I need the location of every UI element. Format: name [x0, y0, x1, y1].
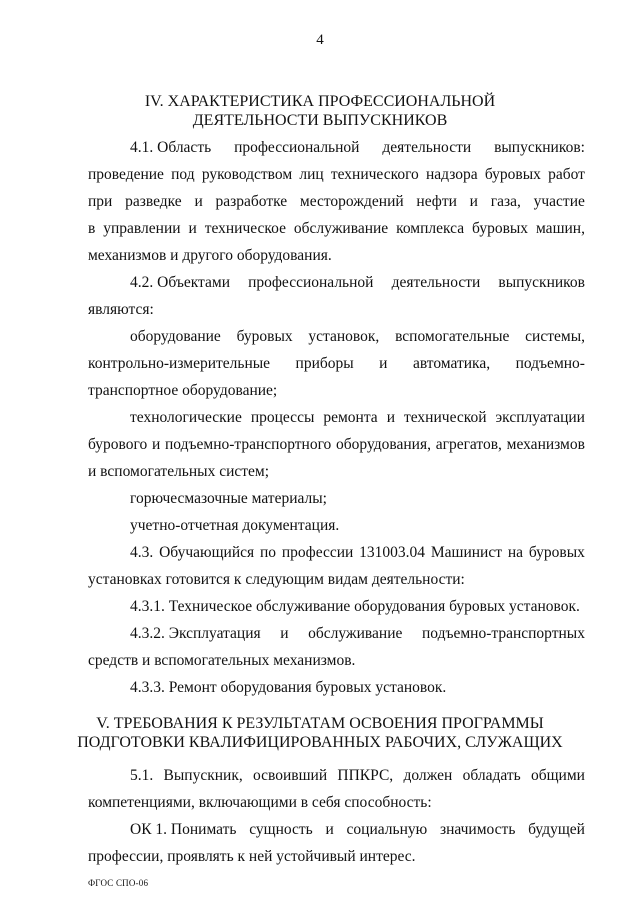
word: подъемно- [515, 355, 585, 372]
word: агрегатов, [435, 436, 502, 453]
word: обладать [462, 767, 521, 784]
word: бурового [88, 436, 148, 453]
word: и [386, 409, 395, 426]
word: техническое [204, 220, 286, 237]
word: выпускников [498, 274, 585, 291]
word: контрольно-измерительные [88, 355, 271, 372]
word: сущность [249, 821, 313, 838]
word: и [151, 436, 161, 453]
word: при [88, 193, 113, 210]
section-5-title-line1: V. ТРЕБОВАНИЯ К РЕЗУЛЬТАТАМ ОСВОЕНИЯ ПРОГРАММЫ [96, 715, 544, 732]
word: руководством [201, 166, 293, 183]
word: процессы [250, 409, 315, 426]
p41-line2 [88, 165, 585, 185]
word: подъемно-транспортного [165, 436, 332, 453]
word: социальную [346, 821, 428, 838]
word: будущей [528, 821, 585, 838]
word: и [325, 821, 334, 838]
word: ППКРС, [337, 767, 394, 784]
word: 4.1. Область [130, 139, 212, 156]
word: под [171, 166, 195, 183]
word: обслуживание [293, 220, 389, 237]
p41-line5: механизмов и другого оборудования. [88, 247, 332, 264]
obj1-line1 [130, 327, 585, 347]
word: лиц [299, 166, 324, 183]
word: оборудования, [336, 436, 431, 453]
p41-line3 [88, 192, 585, 212]
page-number: 4 [316, 32, 324, 48]
word: нефти [416, 193, 457, 210]
section-4-title-line2: ДЕЯТЕЛЬНОСТИ ВЫПУСКНИКОВ [192, 112, 448, 129]
word: автоматика, [412, 355, 491, 372]
word: деятельности [391, 274, 481, 291]
word: буровых [472, 220, 529, 237]
word: Машинист [430, 544, 503, 561]
word: буровых [236, 328, 293, 345]
p42-line1 [130, 273, 585, 293]
word: 4.2. Объектами [130, 274, 230, 291]
obj3-line: горючесмазочные материалы; [130, 490, 327, 507]
ok1-line1 [130, 820, 585, 840]
word: участие [533, 193, 585, 210]
obj2-line2 [88, 435, 585, 455]
word: подъемно-транспортных [421, 625, 585, 642]
section-5-title-line2: ПОДГОТОВКИ КВАЛИФИЦИРОВАННЫХ РАБОЧИХ, СЛУЖАЩИХ [77, 734, 563, 751]
word: эксплуатации [495, 409, 585, 426]
p41-line4 [88, 219, 585, 239]
word: газа, [490, 193, 521, 210]
obj4-line: учетно-отчетная документация. [130, 517, 340, 534]
word: и [379, 355, 388, 372]
word: разведке [125, 193, 182, 210]
word: буровых [484, 166, 541, 183]
word: 4.3. [130, 544, 154, 561]
p51-line1 [130, 766, 585, 786]
word: профессии [281, 544, 354, 561]
word: и [194, 193, 203, 210]
word: профессиональной [248, 274, 374, 291]
p432-line1 [130, 624, 585, 644]
word: ремонта [323, 409, 378, 426]
word: месторождений [299, 193, 404, 210]
word: значимость [439, 821, 516, 838]
word: системы, [525, 328, 585, 345]
word: ОК 1. Понимать [130, 821, 237, 838]
word: 131003.04 [359, 544, 426, 561]
word: работ [548, 166, 585, 183]
word: выпускников: [494, 139, 585, 156]
word: деятельности [382, 139, 472, 156]
section-4-title-line1: IV. ХАРАКТЕРИСТИКА ПРОФЕССИОНАЛЬНОЙ [144, 93, 496, 110]
p43-line1 [130, 543, 585, 563]
word: Выпускник, [163, 767, 243, 784]
obj1-line2 [88, 354, 585, 374]
word: установок, [308, 328, 380, 345]
word: Обучающийся [159, 544, 255, 561]
obj1-line3: транспортное оборудование; [88, 382, 278, 399]
word: буровых [528, 544, 585, 561]
word: оборудование [130, 328, 221, 345]
word: приборы [295, 355, 354, 372]
obj2-line1 [130, 408, 585, 428]
word: комплекса [396, 220, 465, 237]
ok1-line2: профессии, проявлять к ней устойчивый интерес. [88, 848, 416, 865]
word: машин, [535, 220, 585, 237]
section-4-heading [0, 92, 640, 130]
p433-line: 4.3.3. Ремонт оборудования буровых установок. [130, 679, 447, 696]
section-5-heading [0, 714, 640, 752]
word: на [507, 544, 524, 561]
p43-line2: установках готовится к следующим видам деятельности: [88, 571, 465, 588]
obj2-line3: и вспомогательных систем; [88, 463, 270, 480]
word: по [259, 544, 277, 561]
word: освоивший [253, 767, 328, 784]
word: разработке [215, 193, 288, 210]
word: в [88, 220, 96, 237]
word: 5.1. [130, 767, 154, 784]
word: управлении [103, 220, 181, 237]
word: технологические [130, 409, 242, 426]
p432-line2: средств и вспомогательных механизмов. [88, 652, 356, 669]
word: технического [330, 166, 419, 183]
word: 4.3.2. Эксплуатация [130, 625, 261, 642]
footer-code: ФГОС СПО-06 [88, 878, 149, 888]
word: надзора [425, 166, 478, 183]
p431-line: 4.3.1. Техническое обслуживание оборудования буровых установок. [130, 598, 580, 615]
word: должен [403, 767, 453, 784]
word: проведение [88, 166, 164, 183]
word: и [188, 220, 197, 237]
word: вспомогательные [395, 328, 510, 345]
word: обслуживание [308, 625, 403, 642]
word: механизмов [506, 436, 585, 453]
word: технической [403, 409, 487, 426]
p41-line1 [130, 138, 585, 158]
word: и [280, 625, 289, 642]
p51-line2: компетенциями, включающими в себя способность: [88, 794, 432, 811]
p42-line2: являются: [88, 301, 154, 318]
word: и [469, 193, 478, 210]
word: профессиональной [234, 139, 360, 156]
word: общими [530, 767, 585, 784]
